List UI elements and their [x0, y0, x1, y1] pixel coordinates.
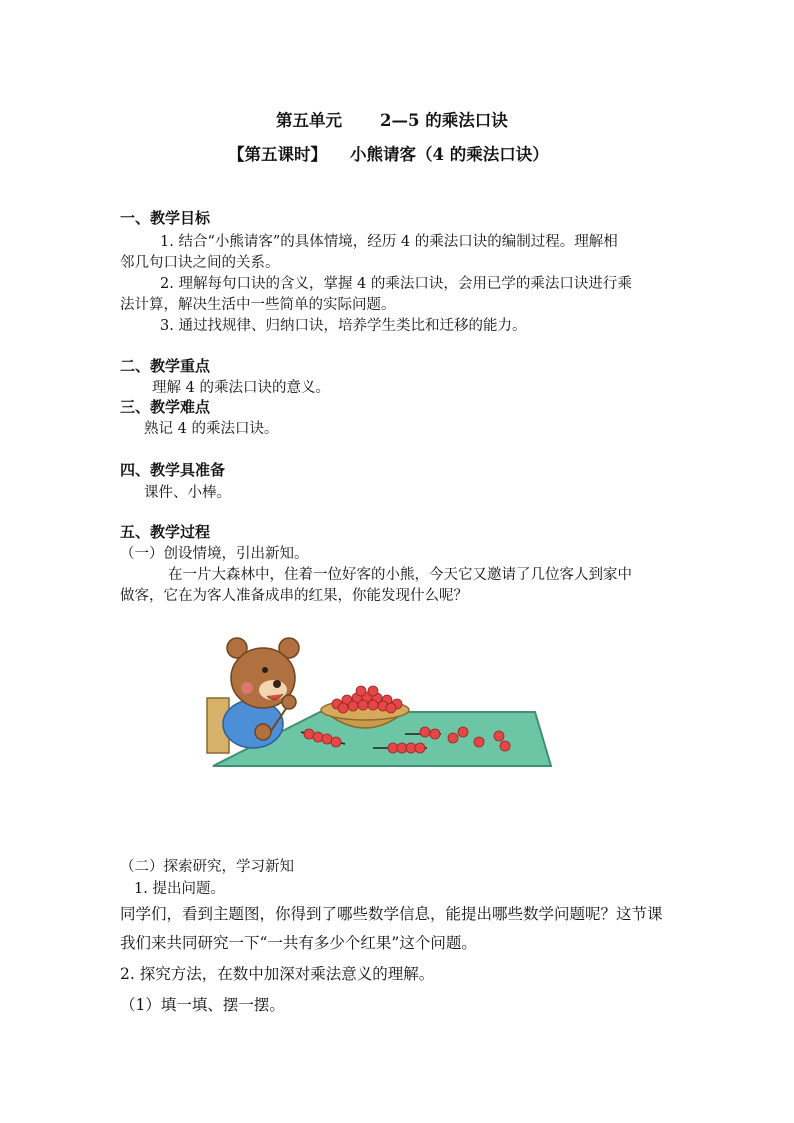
subtitle-topic: 小熊请客（4 的乘法口诀） [350, 145, 549, 164]
title-unit: 第五单元 [276, 111, 342, 130]
raise-question-heading: 1. 提出问题。 [134, 881, 225, 897]
bear-paw-lower [255, 724, 271, 740]
objective-1-line-1: 1. 结合“小熊请客”的具体情境，经历 4 的乘法口诀的编制过程。理解相 [160, 234, 618, 250]
materials-text: 课件、小棒。 [144, 485, 231, 501]
question-line-1: 同学们，看到主题图，你得到了哪些数学信息，能提出哪些数学问题呢？这节课 [120, 905, 663, 923]
fill-and-arrange-heading: （1）填一填、摆一摆。 [120, 996, 285, 1014]
objective-3: 3. 通过找规律、归纳口诀，培养学生类比和迁移的能力。 [160, 318, 527, 334]
objective-2-line-1: 2. 理解每句口诀的含义，掌握 4 的乘法口诀，会用已学的乘法口诀进行乘 [160, 276, 632, 292]
objective-1-line-2: 邻几句口诀之间的关系。 [120, 255, 280, 271]
section-heading-process: 五、教学过程 [120, 523, 211, 541]
story-line-1: 在一片大森林中，住着一位好客的小熊，今天它又邀请了几位客人到家中 [168, 567, 632, 583]
bear-berries-illustration [205, 628, 557, 774]
bear-paw [282, 695, 296, 709]
process-step-1: （一）创设情境，引出新知。 [120, 546, 309, 562]
section-heading-difficulties: 三、教学难点 [120, 398, 211, 416]
bear-eye [262, 667, 268, 673]
objective-2-line-2: 法计算，解决生活中一些简单的实际问题。 [120, 297, 396, 313]
key-points-text: 理解 4 的乘法口诀的意义。 [152, 380, 330, 396]
section-heading-materials: 四、教学具准备 [120, 461, 226, 479]
title-topic: 2—5 的乘法口诀 [380, 111, 508, 130]
subtitle-lesson: 【第五课时】 [228, 145, 327, 164]
story-line-2: 做客，它在为客人准备成串的红果，你能发现什么呢？ [120, 588, 468, 604]
section-heading-objectives: 一、教学目标 [120, 209, 211, 227]
process-step-2: （二）探索研究，学习新知 [120, 859, 294, 875]
section-heading-key-points: 二、教学重点 [120, 357, 211, 375]
difficulties-text: 熟记 4 的乘法口诀。 [144, 421, 279, 437]
question-line-2: 我们来共同研究一下“一共有多少个红果”这个问题。 [120, 934, 477, 952]
explore-method-heading: 2. 探究方法，在数中加深对乘法意义的理解。 [120, 965, 435, 983]
bear-cheek [241, 682, 253, 694]
bear-nose [273, 680, 281, 688]
